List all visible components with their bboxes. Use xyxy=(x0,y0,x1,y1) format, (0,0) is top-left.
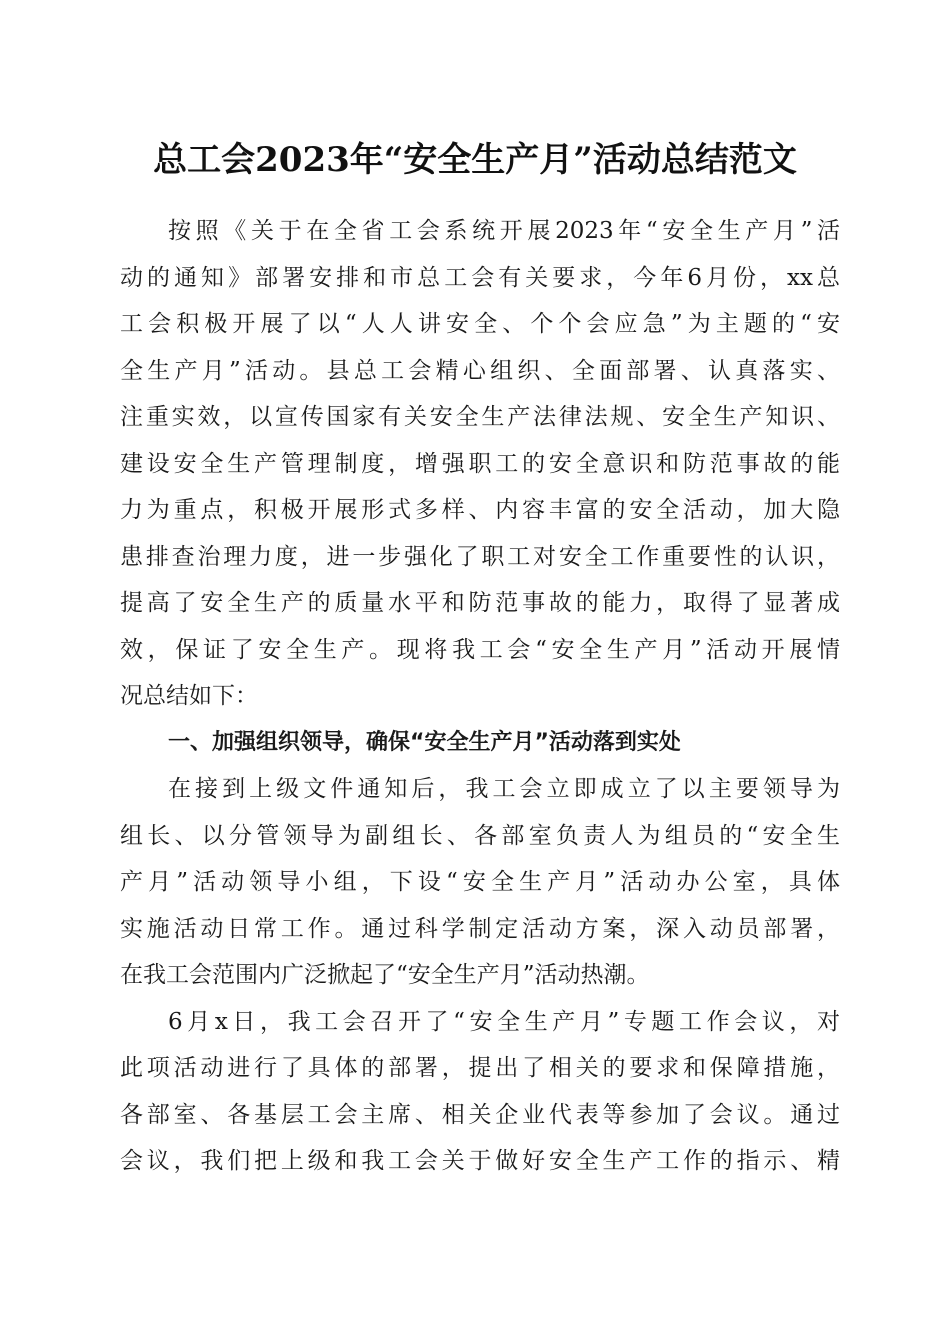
text-line: 实施活动日常工作。通过科学制定活动方案，深入动员部署， xyxy=(120,915,840,942)
document-title: 总工会2023年“安全生产月”活动总结范文 xyxy=(153,140,797,180)
text-line: 况总结如下： xyxy=(120,683,258,709)
text-line: 全生产月”活动。县总工会精心组织、全面部署、认真落实、 xyxy=(120,357,840,384)
text-line: 提高了安全生产的质量水平和防范事故的能力，取得了显著成 xyxy=(120,590,840,616)
text-line: 按照《关于在全省工会系统开展2023年“安全生产月”活 xyxy=(168,218,840,244)
text-line: 建设安全生产管理制度，增强职工的安全意识和防范事故的能 xyxy=(120,450,840,477)
text-line: 动的通知》部署安排和市总工会有关要求，今年6月份，xx总 xyxy=(120,264,840,291)
text-line: 效，保证了安全生产。现将我工会“安全生产月”活动开展情 xyxy=(120,636,840,663)
text-line: 注重实效，以宣传国家有关安全生产法律法规、安全生产知识、 xyxy=(120,404,840,430)
text-line: 组长、以分管领导为副组长、各部室负责人为组员的“安全生 xyxy=(120,822,840,849)
text-line: 在我工会范围内广泛掀起了“安全生产月”活动热潮。 xyxy=(120,962,650,988)
text-line: 6月x日，我工会召开了“安全生产月”专题工作会议，对 xyxy=(168,1008,840,1035)
text-line: 工会积极开展了以“人人讲安全、个个会应急”为主题的“安 xyxy=(120,311,840,337)
section-heading: 一、加强组织领导，确保“安全生产月”活动落到实处 xyxy=(168,729,681,755)
text-line: 会议，我们把上级和我工会关于做好安全生产工作的指示、精 xyxy=(120,1148,840,1174)
text-line: 产月”活动领导小组，下设“安全生产月”活动办公室，具体 xyxy=(120,869,840,895)
text-line: 此项活动进行了具体的部署，提出了相关的要求和保障措施， xyxy=(120,1055,840,1081)
text-line: 在接到上级文件通知后，我工会立即成立了以主要领导为 xyxy=(168,776,840,802)
text-line: 各部室、各基层工会主席、相关企业代表等参加了会议。通过 xyxy=(120,1101,840,1128)
document-body xyxy=(120,208,840,1185)
text-line: 患排查治理力度，进一步强化了职工对安全工作重要性的认识， xyxy=(120,543,840,570)
text-line: 力为重点，积极开展形式多样、内容丰富的安全活动，加大隐 xyxy=(120,497,840,523)
